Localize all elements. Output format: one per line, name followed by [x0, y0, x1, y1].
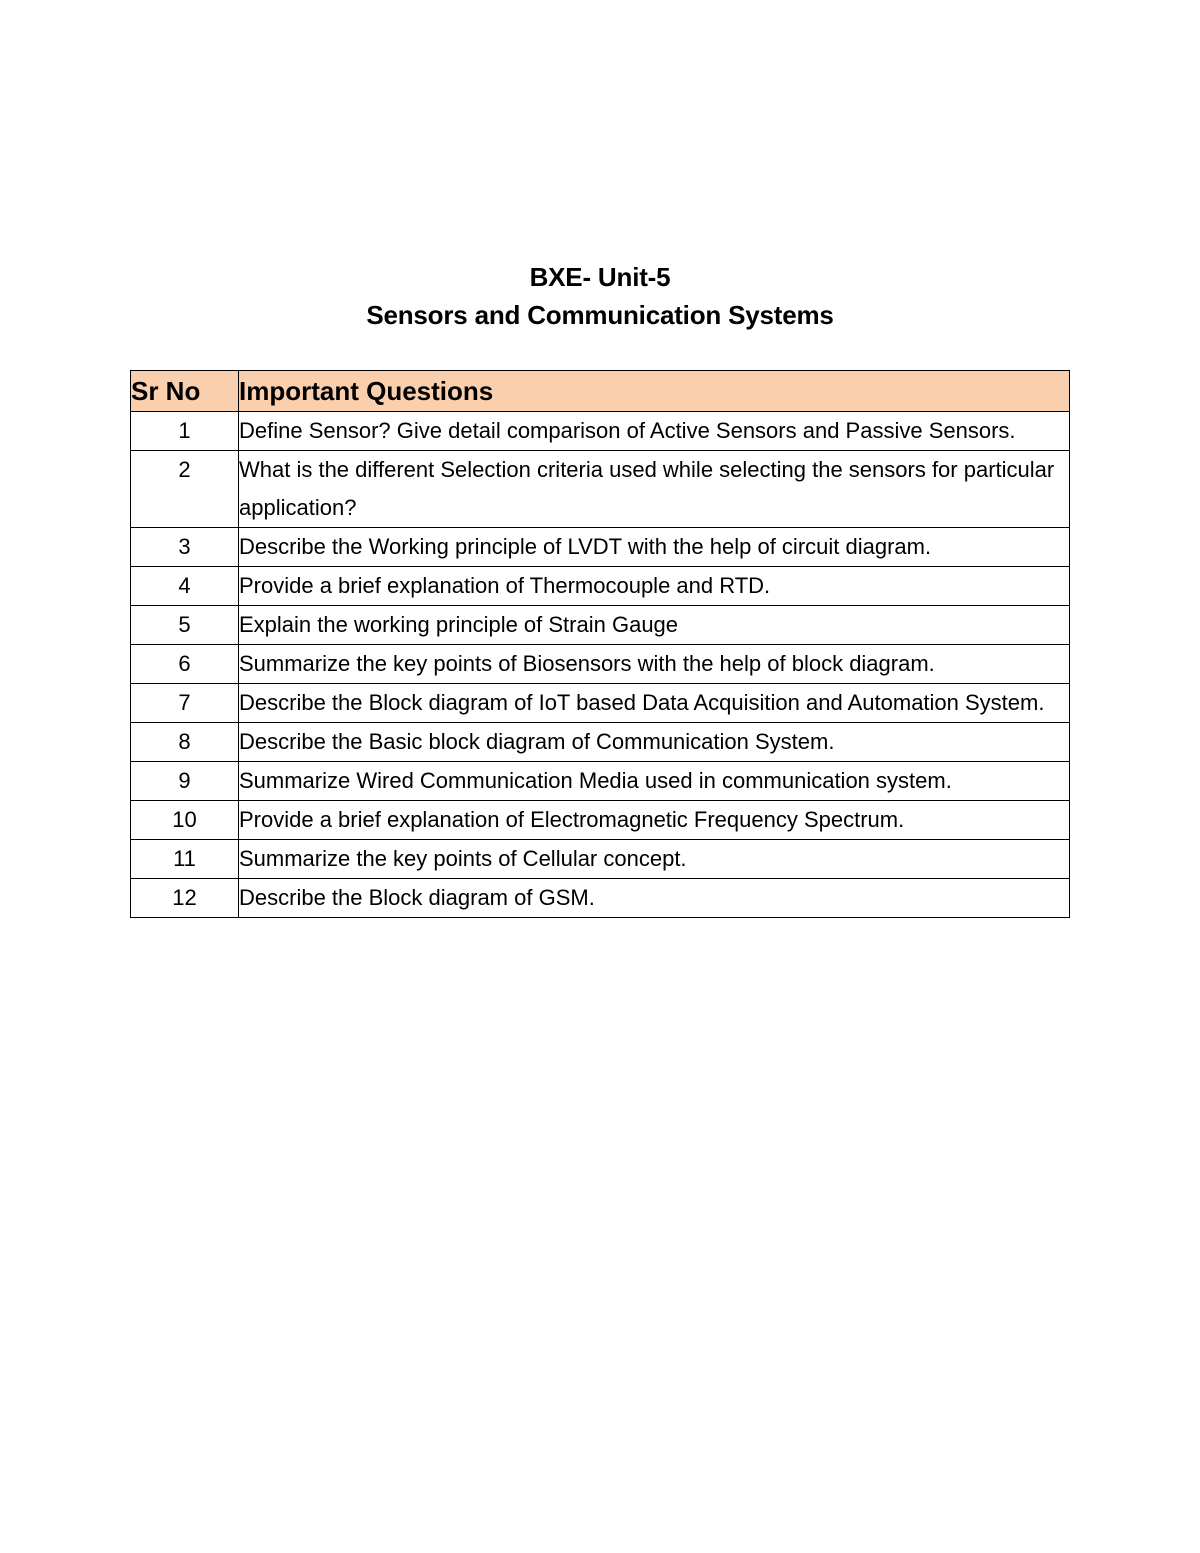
row-sr-no: 12: [131, 879, 239, 918]
table-row: [131, 684, 1070, 723]
row-sr-no: 7: [131, 684, 239, 723]
table-body: [131, 412, 1070, 918]
row-question: Define Sensor? Give detail comparison of Active Sensors and Passive Sensors.: [239, 412, 1070, 451]
row-sr-no: 11: [131, 840, 239, 879]
table-row: [131, 567, 1070, 606]
row-question: Describe the Block diagram of GSM.: [239, 879, 1070, 918]
table-row: [131, 723, 1070, 762]
row-question: Summarize the key points of Biosensors with the help of block diagram.: [239, 645, 1070, 684]
table-row: [131, 879, 1070, 918]
row-sr-no: 6: [131, 645, 239, 684]
row-question: Provide a brief explanation of Thermocouple and RTD.: [239, 567, 1070, 606]
table-row: [131, 528, 1070, 567]
row-question: Summarize the key points of Cellular concept.: [239, 840, 1070, 879]
row-sr-no: 1: [131, 412, 239, 451]
row-sr-no: 2: [131, 451, 239, 528]
row-sr-no: 3: [131, 528, 239, 567]
row-question: Provide a brief explanation of Electromagnetic Frequency Spectrum.: [239, 801, 1070, 840]
row-question: Summarize Wired Communication Media used in communication system.: [239, 762, 1070, 801]
table-header-row: [131, 371, 1070, 412]
row-question: Describe the Working principle of LVDT with the help of circuit diagram.: [239, 528, 1070, 567]
questions-table: [130, 370, 1070, 918]
document-title: BXE- Unit-5: [529, 262, 671, 292]
table-row: [131, 412, 1070, 451]
row-sr-no: 9: [131, 762, 239, 801]
table-row: [131, 645, 1070, 684]
row-sr-no: 4: [131, 567, 239, 606]
table-row: [131, 840, 1070, 879]
row-sr-no: 8: [131, 723, 239, 762]
table-row: [131, 762, 1070, 801]
document-subtitle: Sensors and Communication Systems: [366, 300, 834, 330]
header-important-questions: Important Questions: [239, 371, 1070, 412]
row-sr-no: 10: [131, 801, 239, 840]
row-question: Describe the Block diagram of IoT based Data Acquisition and Automation System.: [239, 684, 1070, 723]
row-question: Explain the working principle of Strain Gauge: [239, 606, 1070, 645]
header-sr-no: Sr No: [131, 371, 239, 412]
table-row: [131, 451, 1070, 528]
table-row: [131, 801, 1070, 840]
row-question: Describe the Basic block diagram of Communication System.: [239, 723, 1070, 762]
title-block: [0, 258, 1200, 334]
table-row: [131, 606, 1070, 645]
row-question: What is the different Selection criteria used while selecting the sensors for particular application?: [239, 451, 1070, 528]
row-sr-no: 5: [131, 606, 239, 645]
